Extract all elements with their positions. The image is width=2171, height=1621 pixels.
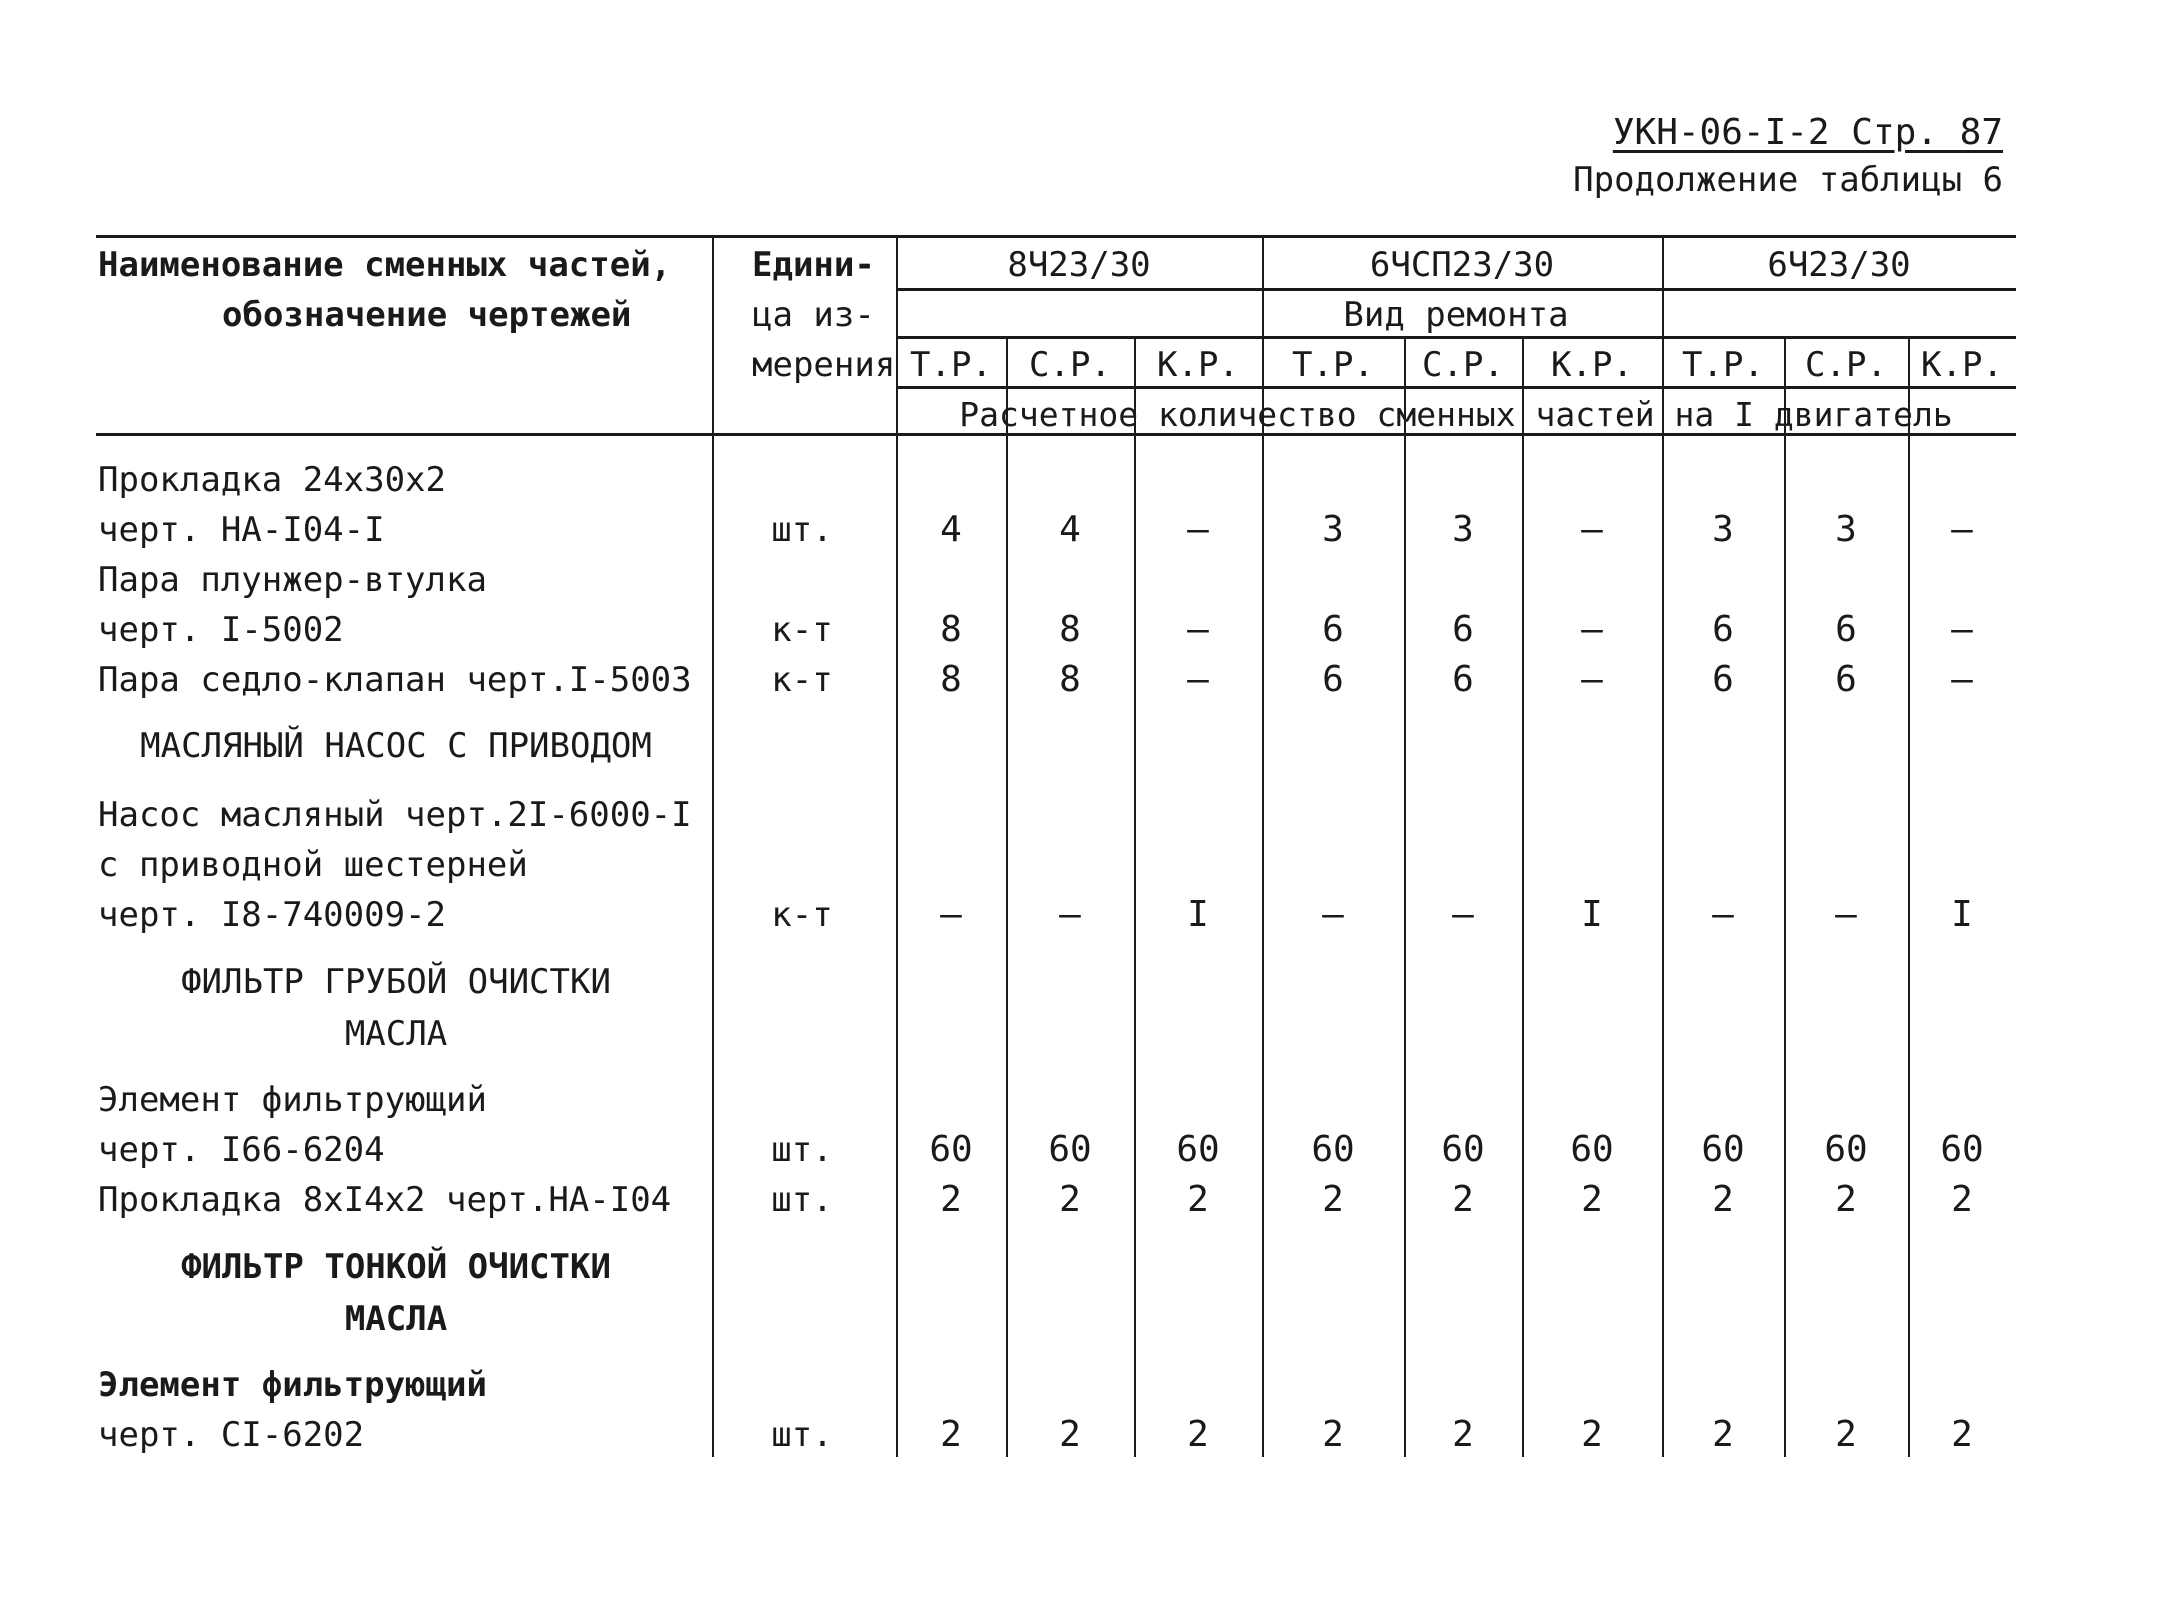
value-cell: 2 xyxy=(1581,1179,1603,1220)
value-cell: – xyxy=(1581,509,1603,550)
value-cell: – xyxy=(1581,609,1603,650)
value-cell: 4 xyxy=(940,509,962,550)
value-cell: 6 xyxy=(1835,659,1857,700)
engine-header-8ch23-30: 8Ч23/30 xyxy=(1007,245,1151,285)
unit-cell: к-т xyxy=(771,895,833,935)
value-cell: 2 xyxy=(1322,1179,1344,1220)
value-cell: 2 xyxy=(1712,1414,1734,1455)
value-cell: 60 xyxy=(1311,1129,1355,1170)
repair-code-header: Т.Р. xyxy=(910,345,992,385)
item-drawing: черт. I8-740009-2 xyxy=(98,895,446,935)
unit-column-header-line1: Едини- xyxy=(752,245,875,285)
repair-code-header: Т.Р. xyxy=(1292,345,1374,385)
value-cell: 3 xyxy=(1322,509,1344,550)
unit-cell: шт. xyxy=(771,1415,833,1455)
table-top-rule xyxy=(96,235,2016,238)
value-cell: 60 xyxy=(1048,1129,1092,1170)
value-cell: – xyxy=(1951,609,1973,650)
item-drawing: черт. I-5002 xyxy=(98,610,344,650)
value-cell: – xyxy=(1712,894,1734,935)
item-name: Пара плунжер-втулка xyxy=(98,560,487,600)
section-heading: МАСЛЯНЫЙ НАСОС С ПРИВОДОМ xyxy=(140,726,652,766)
value-cell: 60 xyxy=(1441,1129,1485,1170)
value-cell: I xyxy=(1187,894,1209,935)
value-cell: – xyxy=(1059,894,1081,935)
unit-cell: шт. xyxy=(771,1180,833,1220)
value-cell: 2 xyxy=(940,1179,962,1220)
value-cell: 3 xyxy=(1452,509,1474,550)
value-cell: – xyxy=(1951,659,1973,700)
value-cell: – xyxy=(1187,659,1209,700)
value-cell: 4 xyxy=(1059,509,1081,550)
repair-code-header: К.Р. xyxy=(1551,345,1633,385)
value-cell: 2 xyxy=(1059,1179,1081,1220)
value-cell: – xyxy=(1581,659,1603,700)
value-cell: – xyxy=(1835,894,1857,935)
value-cell: – xyxy=(1951,509,1973,550)
value-cell: 6 xyxy=(1712,609,1734,650)
item-name: Пара седло-клапан черт.I-5003 xyxy=(98,660,692,700)
value-cell: 6 xyxy=(1322,609,1344,650)
value-cell: 2 xyxy=(1187,1414,1209,1455)
item-name: Прокладка 24х30х2 xyxy=(98,460,446,500)
item-drawing: черт. I66-6204 xyxy=(98,1130,385,1170)
item-name-continued: с приводной шестерней xyxy=(98,845,528,885)
value-cell: 8 xyxy=(940,609,962,650)
value-cell: 8 xyxy=(1059,659,1081,700)
value-cell: 2 xyxy=(1581,1414,1603,1455)
repair-code-header: К.Р. xyxy=(1921,345,2003,385)
unit-cell: к-т xyxy=(771,660,833,700)
value-cell: 2 xyxy=(1712,1179,1734,1220)
item-drawing: черт. НА-I04-I xyxy=(98,510,385,550)
value-cell: – xyxy=(1452,894,1474,935)
value-cell: 60 xyxy=(1940,1129,1984,1170)
section-heading-continued: МАСЛА xyxy=(344,1299,448,1339)
value-cell: 2 xyxy=(1452,1414,1474,1455)
value-cell: 6 xyxy=(1835,609,1857,650)
unit-column-header-line2: ца из- xyxy=(752,295,875,335)
item-name: Прокладка 8хI4х2 черт.НА-I04 xyxy=(98,1180,672,1220)
value-cell: 60 xyxy=(1570,1129,1614,1170)
value-cell: 2 xyxy=(1951,1179,1973,1220)
value-cell: – xyxy=(1322,894,1344,935)
value-cell: 60 xyxy=(929,1129,973,1170)
section-heading: ФИЛЬТР ТОНКОЙ ОЧИСТКИ xyxy=(181,1247,611,1287)
value-cell: 60 xyxy=(1824,1129,1868,1170)
value-cell: – xyxy=(1187,609,1209,650)
value-cell: 2 xyxy=(1835,1179,1857,1220)
repair-code-header: С.Р. xyxy=(1029,345,1111,385)
value-cell: – xyxy=(940,894,962,935)
value-cell: 60 xyxy=(1176,1129,1220,1170)
name-column-header-line1: Наименование сменных частей, xyxy=(98,245,672,285)
value-cell: 6 xyxy=(1452,609,1474,650)
document-code: УКН-06-I-2 Стр. 87 xyxy=(1612,112,2003,153)
value-cell: 6 xyxy=(1712,659,1734,700)
value-cell: I xyxy=(1581,894,1603,935)
value-cell: 6 xyxy=(1322,659,1344,700)
item-name: Насос масляный черт.2I-6000-I xyxy=(98,795,692,835)
unit-column-header-line3: мерения xyxy=(752,345,896,385)
value-cell: 2 xyxy=(1452,1179,1474,1220)
section-heading-continued: МАСЛА xyxy=(344,1014,448,1054)
value-cell: I xyxy=(1951,894,1973,935)
engine-header-6ch23-30: 6Ч23/30 xyxy=(1767,245,1911,285)
unit-cell: шт. xyxy=(771,510,833,550)
repair-code-header: С.Р. xyxy=(1805,345,1887,385)
repair-code-header: С.Р. xyxy=(1422,345,1504,385)
table-continuation-label: Продолжение таблицы 6 xyxy=(1573,160,2003,200)
value-cell: 6 xyxy=(1452,659,1474,700)
value-cell: 3 xyxy=(1835,509,1857,550)
name-column-header-line2: обозначение чертежей xyxy=(222,295,632,335)
value-cell: 3 xyxy=(1712,509,1734,550)
value-cell: 8 xyxy=(1059,609,1081,650)
value-cell: 2 xyxy=(940,1414,962,1455)
value-cell: 2 xyxy=(1835,1414,1857,1455)
unit-cell: шт. xyxy=(771,1130,833,1170)
value-cell: 2 xyxy=(1322,1414,1344,1455)
engine-header-6chsp23-30: 6ЧСП23/30 xyxy=(1369,245,1555,285)
value-cell: 2 xyxy=(1187,1179,1209,1220)
item-name: Элемент фильтрующий xyxy=(98,1365,487,1405)
value-cell: 2 xyxy=(1059,1414,1081,1455)
section-heading: ФИЛЬТР ГРУБОЙ ОЧИСТКИ xyxy=(181,962,611,1002)
calculated-quantity-header: Расчетное количество сменных частей на I двигатель xyxy=(959,395,1953,434)
item-drawing: черт. CI-6202 xyxy=(98,1415,365,1455)
column-divider xyxy=(712,235,714,1457)
repair-code-header: К.Р. xyxy=(1157,345,1239,385)
value-cell: 8 xyxy=(940,659,962,700)
repair-code-header: Т.Р. xyxy=(1682,345,1764,385)
unit-cell: к-т xyxy=(771,610,833,650)
value-cell: 60 xyxy=(1701,1129,1745,1170)
value-cell: 2 xyxy=(1951,1414,1973,1455)
item-name: Элемент фильтрующий xyxy=(98,1080,487,1120)
value-cell: – xyxy=(1187,509,1209,550)
repair-type-header: Вид ремонта xyxy=(1343,295,1569,335)
